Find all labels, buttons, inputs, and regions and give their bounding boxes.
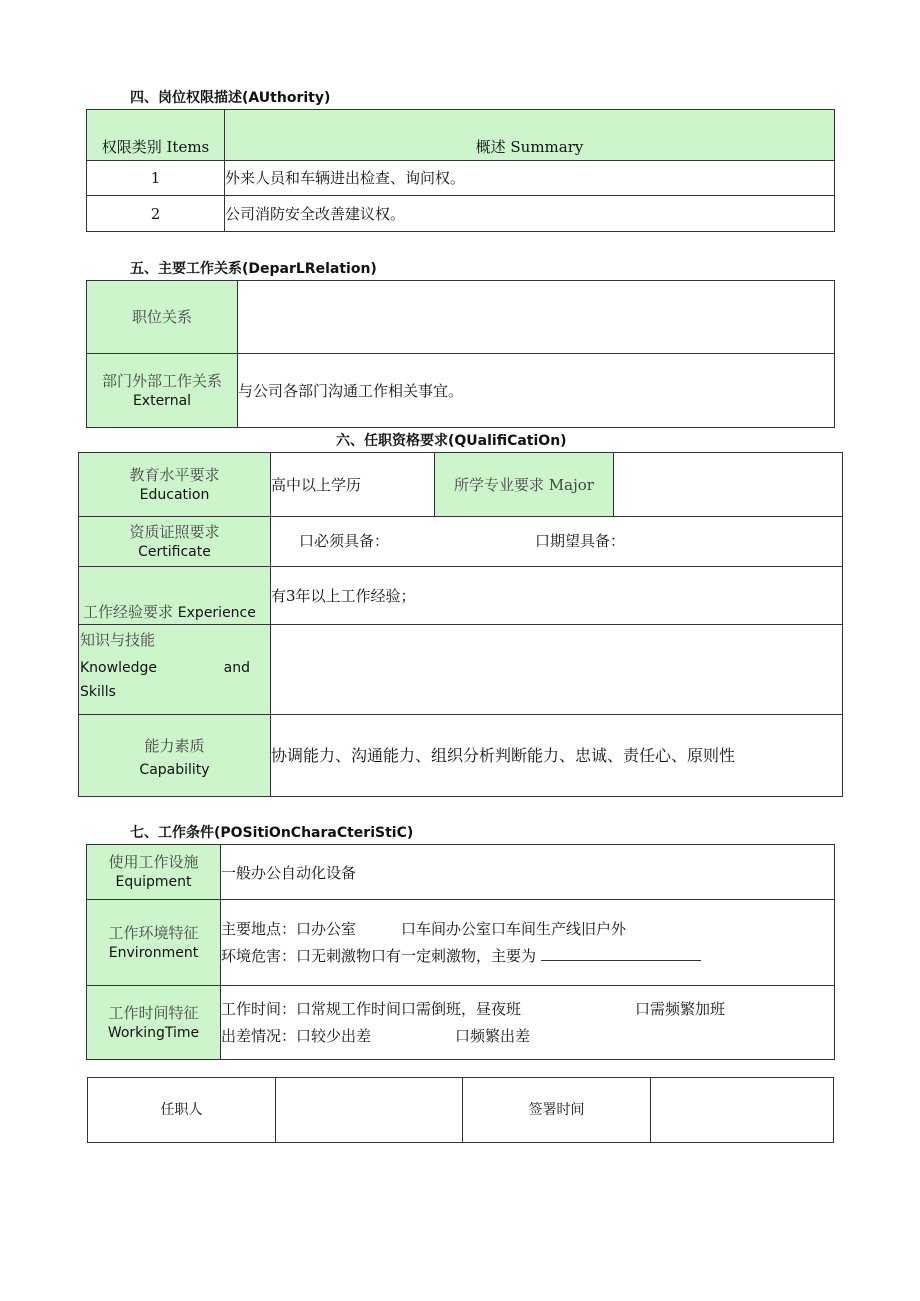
external-relation-en: External	[132, 392, 192, 409]
authority-row-no: 1	[87, 161, 225, 196]
sign-time-label: 签署时间	[463, 1078, 651, 1143]
environment-cn: 工作环境特征	[108, 923, 199, 942]
position-relation-value	[238, 281, 835, 354]
capability-label	[79, 715, 271, 797]
experience-en: Experience	[177, 605, 256, 621]
working-time-value	[221, 986, 835, 1060]
knowledge-value	[271, 625, 843, 715]
environment-en: Environment	[108, 944, 199, 961]
overtime-checkbox[interactable]: 口需频繁加班	[635, 999, 726, 1018]
certificate-label	[79, 517, 271, 567]
experience-cn: 工作经验要求	[83, 603, 174, 621]
travel-line	[221, 1023, 834, 1050]
qualification-table	[78, 452, 843, 797]
section-heading-qualification: 六、任职资格要求(QUalifiCatiOn)	[336, 433, 567, 449]
hazard-blank-field[interactable]	[541, 946, 701, 961]
authority-row-text: 公司消防安全改善建议权。	[225, 196, 835, 232]
equipment-label	[87, 845, 221, 900]
working-time-label	[87, 986, 221, 1060]
section-heading-conditions: 七、工作条件(POSitiOnCharaCteriStiC)	[130, 825, 414, 841]
relation-table	[86, 280, 835, 428]
authority-table	[86, 109, 835, 232]
travel-frequent-checkbox[interactable]: 口频繁出差	[455, 1026, 531, 1045]
equipment-value: 一般办公自动化设备	[221, 845, 835, 900]
environment-hazard-text: 环境危害：口无刺激物口有一定刺激物，主要为	[221, 946, 537, 965]
authority-col-items: 权限类别 Items	[87, 110, 225, 161]
working-hours-options[interactable]: 工作时间：口常规工作时间口需倒班，昼夜班	[221, 999, 522, 1018]
environment-value	[221, 900, 835, 986]
certificate-cn: 资质证照要求	[129, 522, 220, 541]
knowledge-label	[79, 625, 271, 715]
education-value: 高中以上学历	[271, 453, 435, 517]
knowledge-en-and: and	[223, 660, 250, 676]
conditions-table	[86, 844, 835, 1060]
section-heading-authority: 四、岗位权限描述(AUthority)	[130, 90, 331, 106]
major-value	[614, 453, 843, 517]
skills-en: Skills	[80, 684, 116, 700]
external-relation-cn: 部门外部工作关系	[101, 371, 222, 390]
major-label: 所学专业要求 Major	[435, 453, 614, 517]
capability-en: Capability	[139, 761, 210, 778]
equipment-en: Equipment	[115, 874, 192, 890]
environment-location-line[interactable]: 主要地点：口办公室 口车间办公室口车间生产线旧户外	[221, 919, 627, 938]
external-relation-label	[87, 354, 238, 428]
travel-rare-checkbox[interactable]: 出差情况：口较少出差	[221, 1026, 372, 1045]
experience-value: 有3年以上工作经验；	[271, 567, 843, 625]
education-label	[79, 453, 271, 517]
working-time-en: WorkingTime	[107, 1024, 200, 1041]
capability-cn: 能力素质	[144, 736, 205, 755]
authority-row-text: 外来人员和车辆进出检查、询问权。	[225, 161, 835, 196]
education-en: Education	[139, 486, 210, 503]
cert-required-checkbox[interactable]: 口必须具备：	[299, 532, 390, 550]
authority-row-no: 2	[87, 196, 225, 232]
knowledge-en: Knowledge	[80, 660, 157, 676]
authority-col-summary: 概述 Summary	[225, 110, 835, 161]
holder-field[interactable]	[276, 1078, 463, 1143]
signature-table	[87, 1077, 834, 1143]
section-heading-relation: 五、主要工作关系(DeparLRelation)	[130, 261, 377, 277]
environment-hazard-line[interactable]	[221, 943, 834, 970]
sign-time-field[interactable]	[651, 1078, 834, 1143]
experience-label	[79, 567, 271, 625]
external-relation-value: 与公司各部门沟通工作相关事宜。	[238, 354, 835, 428]
working-time-cn: 工作时间特征	[108, 1003, 199, 1022]
capability-value: 协调能力、沟通能力、组织分析判断能力、忠诚、责任心、原则性	[271, 715, 843, 797]
education-cn: 教育水平要求	[129, 465, 220, 484]
holder-label: 任职人	[88, 1078, 276, 1143]
working-hours-line	[221, 996, 834, 1023]
cert-expected-checkbox[interactable]: 口期望具备：	[535, 532, 626, 550]
equipment-cn: 使用工作设施	[108, 853, 199, 871]
certificate-en: Certificate	[138, 543, 211, 560]
environment-label	[87, 900, 221, 986]
knowledge-cn: 知识与技能	[80, 631, 156, 649]
certificate-value	[271, 517, 843, 567]
position-relation-label: 职位关系	[87, 281, 238, 354]
